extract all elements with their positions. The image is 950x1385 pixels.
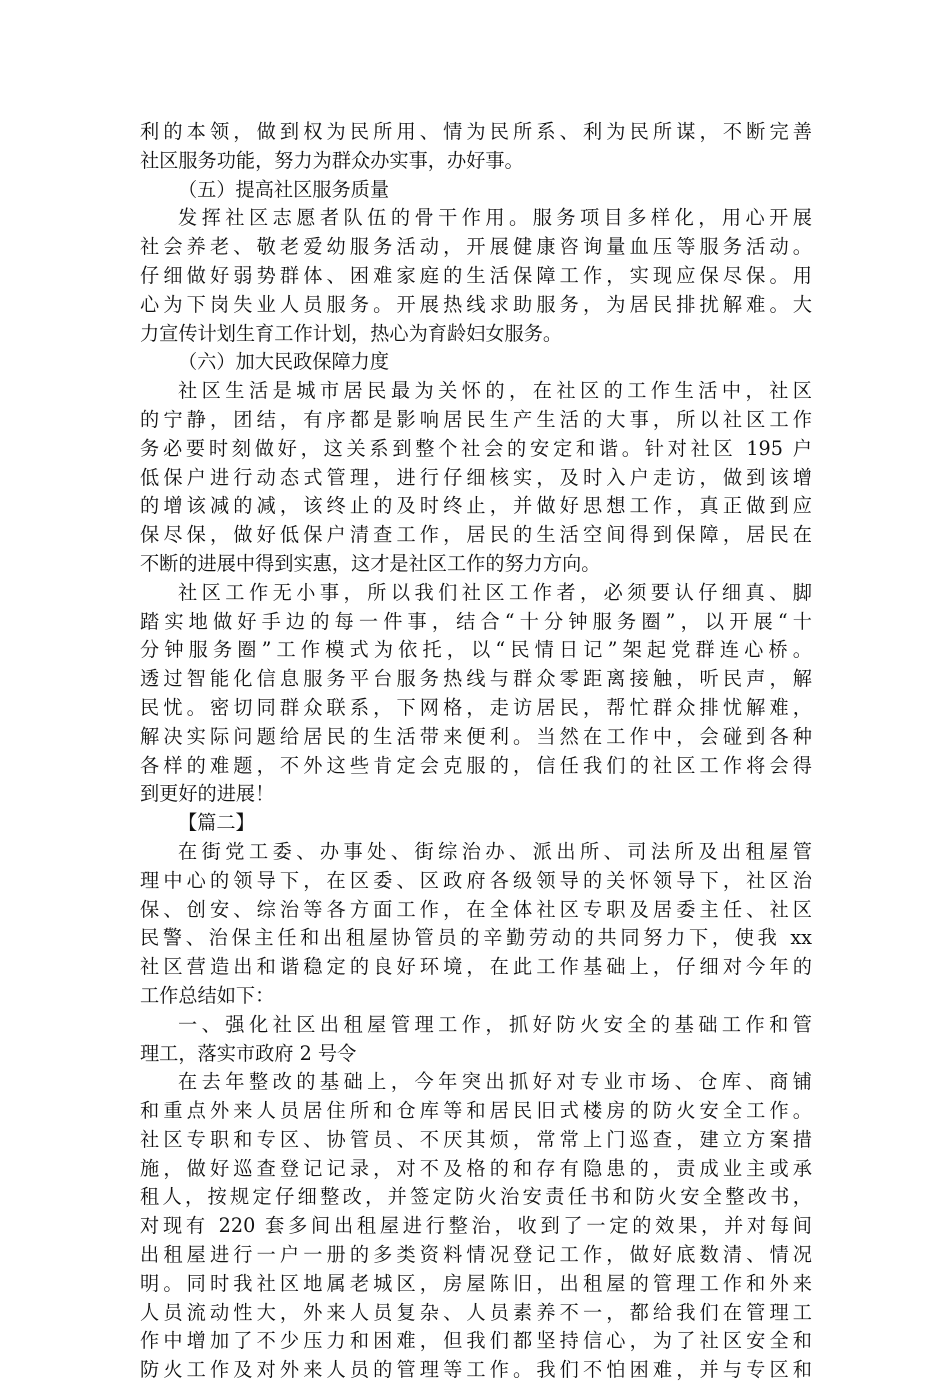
text-line: 社区生活是城市居民最为关怀的，在社区的工作生活中，社区: [178, 379, 812, 403]
text-line: 施，做好巡查登记记录，对不及格的和存有隐患的，责成业主或承: [140, 1156, 812, 1180]
text-line: 社区营造出和谐稳定的良好环境，在此工作基础上，仔细对今年的: [140, 955, 812, 979]
text-line: 作中增加了不少压力和困难，但我们都坚持信心，为了社区安全和: [140, 1329, 812, 1353]
text-line: 社区专职和专区、协管员、不厌其烦，常常上门巡查，建立方案措: [140, 1127, 812, 1151]
document-body: [140, 118, 812, 1385]
text-line: 工作总结如下：: [140, 983, 275, 1007]
text-line: 理工，落实市政府 2 号令: [140, 1041, 357, 1065]
text-line: 务必要时刻做好，这关系到整个社会的安定和谐。针对社区 195 户: [140, 436, 812, 460]
text-line: 的宁静，团结，有序都是影响居民生产生活的大事，所以社区工作: [140, 407, 812, 431]
text-line: 租人，按规定仔细整改，并签定防火治安责任书和防火安全整改书，: [140, 1185, 812, 1209]
text-line: 社区工作无小事，所以我们社区工作者，必须要认仔细真、脚: [178, 580, 812, 604]
text-line: 的增该减的减，该终止的及时终止，并做好思想工作，真正做到应: [140, 494, 812, 518]
text-line: 到更好的进展！: [140, 782, 275, 806]
text-line: 分钟服务圈”工作模式为依托，以“民情日记”架起党群连心桥。: [140, 638, 812, 662]
text-line: 在街党工委、办事处、街综治办、派出所、司法所及出租屋管: [178, 839, 812, 863]
text-line: 在去年整改的基础上，今年突出抓好对专业市场、仓库、商铺: [178, 1070, 812, 1094]
text-line: 力宣传计划生育工作计划，热心为育龄妇女服务。: [140, 321, 563, 345]
text-line: 不断的进展中得到实惠，这才是社区工作的努力方向。: [140, 551, 601, 575]
text-line: 社会养老、敬老爱幼服务活动，开展健康咨询量血压等服务活动。: [140, 235, 812, 259]
text-line: 民警、治保主任和出租屋协管员的辛勤劳动的共同努力下，使我 xx: [140, 926, 812, 950]
text-line: 心为下岗失业人员服务。开展热线求助服务，为居民排扰解难。大: [140, 292, 812, 316]
text-line: 民忧。密切同群众联系，下网格，走访居民，帮忙群众排忧解难，: [140, 695, 812, 719]
text-line: 解决实际问题给居民的生活带来便利。当然在工作中，会碰到各种: [140, 724, 812, 748]
text-line: 和重点外来人员居住所和仓库等和居民旧式楼房的防火安全工作。: [140, 1099, 812, 1123]
text-line: 人员流动性大，外来人员复杂、人员素养不一，都给我们在管理工: [140, 1300, 812, 1324]
text-line: 出租屋进行一户一册的多类资料情况登记工作，做好底数清、情况: [140, 1243, 812, 1267]
text-line: 利的本领，做到权为民所用、情为民所系、利为民所谋，不断完善: [140, 120, 812, 143]
text-line: 【篇二】: [178, 811, 255, 835]
text-line: 保、创安、综治等各方面工作，在全体社区专职及居委主任、社区: [140, 897, 812, 921]
text-line: 仔细做好弱势群体、困难家庭的生活保障工作，实现应保尽保。用: [140, 263, 812, 287]
text-line: 各样的难题，不外这些肯定会克服的，信任我们的社区工作将会得: [140, 753, 812, 777]
text-line: （六）加大民政保障力度: [178, 350, 390, 374]
text-line: 社区服务功能，努力为群众办实事，办好事。: [140, 148, 524, 172]
text-line: 发挥社区志愿者队伍的骨干作用。服务项目多样化，用心开展: [178, 206, 812, 230]
text-line: 对现有 220 套多间出租屋进行整治，收到了一定的效果，并对每间: [140, 1214, 812, 1238]
text-line: 保尽保，做好低保户清查工作，居民的生活空间得到保障，居民在: [140, 523, 812, 547]
text-line: 一、强化社区出租屋管理工作，抓好防火安全的基础工作和管: [178, 1012, 812, 1036]
text-line: 理中心的领导下，在区委、区政府各级领导的关怀领导下，社区治: [140, 868, 812, 892]
text-line: 透过智能化信息服务平台服务热线与群众零距离接触，听民声，解: [140, 667, 812, 691]
text-line: （五）提高社区服务质量: [178, 177, 390, 201]
text-line: 明。同时我社区地属老城区，房屋陈旧，出租屋的管理工作和外来: [140, 1271, 812, 1295]
text-line: 低保户进行动态式管理，进行仔细核实，及时入户走访，做到该增: [140, 465, 812, 489]
text-line: 防火工作及对外来人员的管理等工作。我们不怕困难，并与专区和: [140, 1358, 812, 1382]
text-line: 踏实地做好手边的每一件事，结合“十分钟服务圈”，以开展“十: [140, 609, 812, 633]
